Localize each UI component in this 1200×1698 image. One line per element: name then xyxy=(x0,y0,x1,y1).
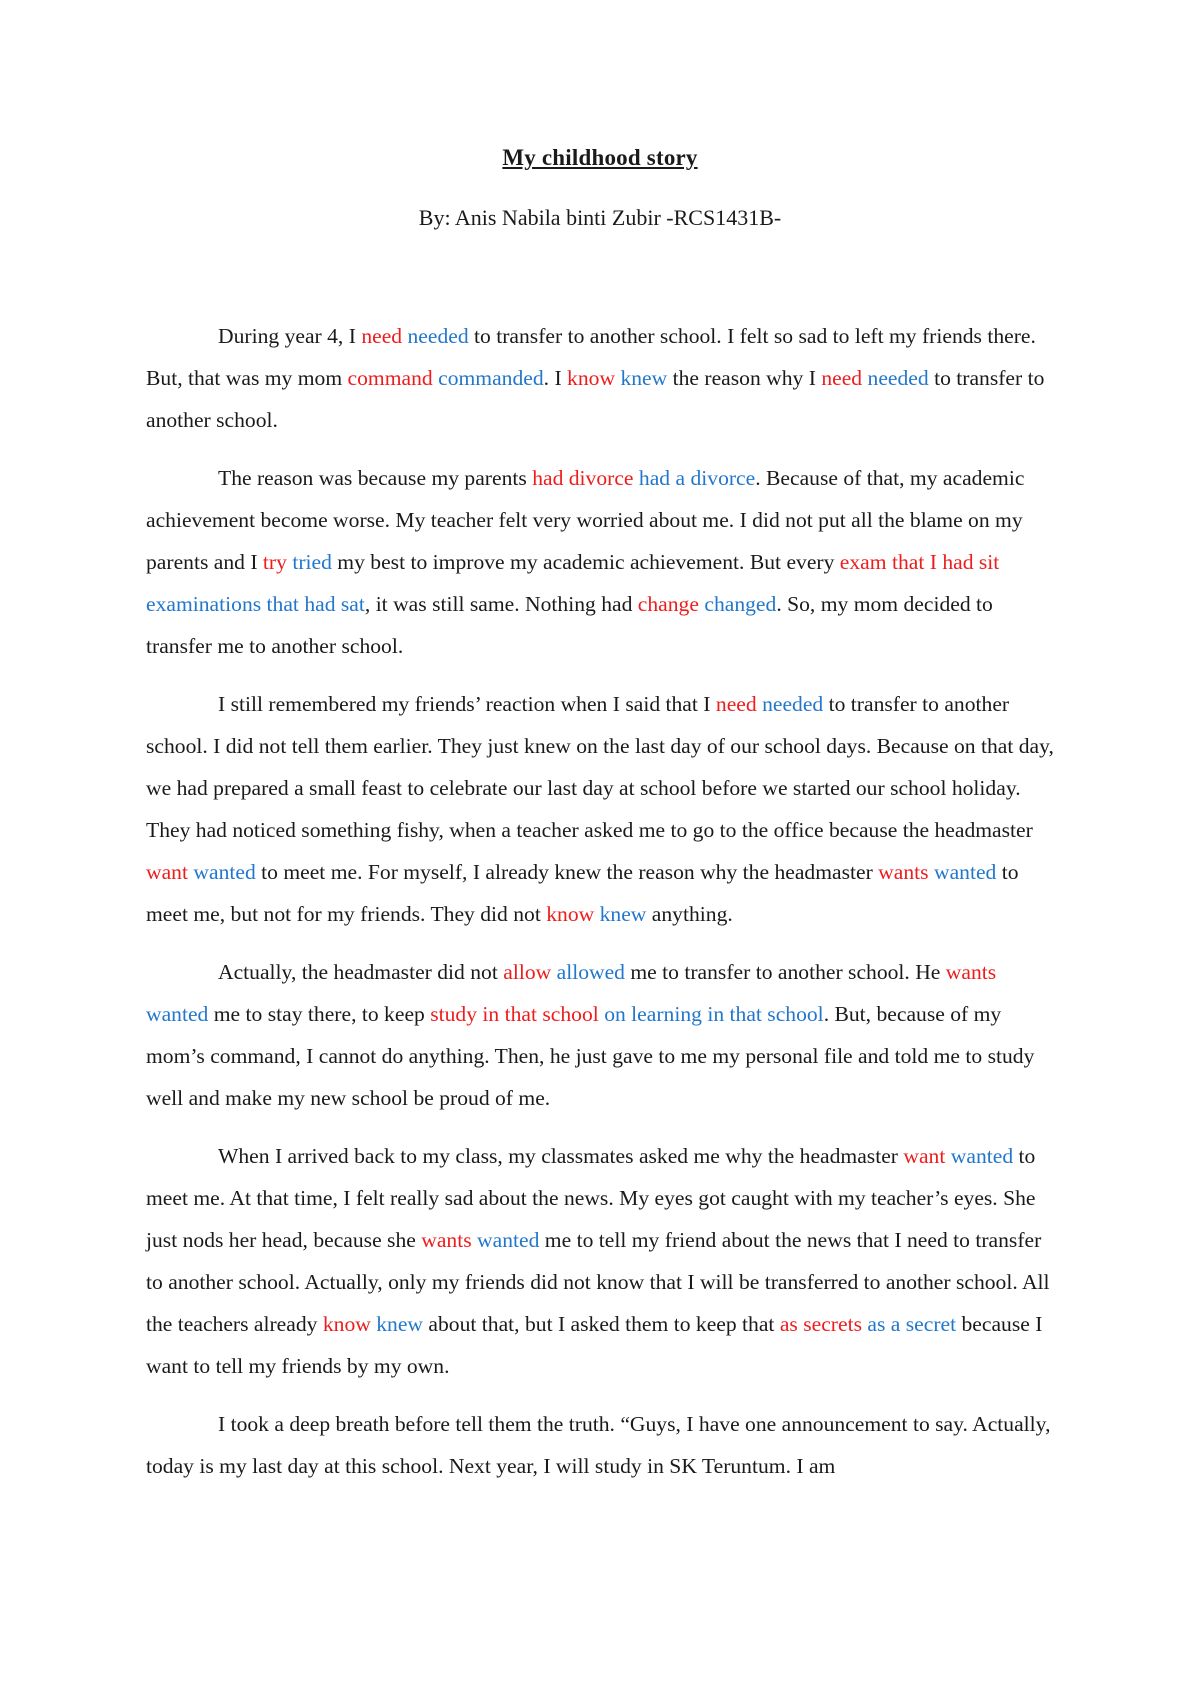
text-run: me to stay there, to keep xyxy=(208,1002,431,1026)
text-run: anything. xyxy=(646,902,733,926)
error-word: wants xyxy=(878,860,929,884)
error-word: want xyxy=(903,1144,946,1168)
text-run: the reason why I xyxy=(667,366,822,390)
text-run: . Because of that, my academic achievement become worse. My teacher felt very worried about me. I did not put all the blame on my parents and I xyxy=(146,466,1025,574)
text-run: . But, because of my mom’s command, I cannot do anything. Then, he just gave to me my personal file and told me to study well and make my new school be proud of me. xyxy=(146,1002,1035,1110)
paragraph-1 xyxy=(146,315,1062,441)
text-run: During year 4, I xyxy=(218,324,362,348)
correction-word: on learning in that school xyxy=(604,1002,824,1026)
text-run: to meet me. For myself, I already knew the reason why the headmaster xyxy=(255,860,879,884)
text-run: . I xyxy=(543,366,568,390)
correction-word: had a divorce xyxy=(638,466,756,490)
error-word: need xyxy=(715,692,757,716)
correction-word: wanted xyxy=(146,1002,209,1026)
error-word: wants xyxy=(945,960,997,984)
text-run: , it was still same. Nothing had xyxy=(364,592,638,616)
text-run: Actually, the headmaster did not xyxy=(218,960,504,984)
text-run: I still remembered my friends’ reaction when I said that I xyxy=(218,692,716,716)
error-word: need xyxy=(361,324,403,348)
error-word: exam that I had sit xyxy=(839,550,1000,574)
author-byline: By: Anis Nabila binti Zubir -RCS1431B- xyxy=(418,205,782,230)
paragraph-6 xyxy=(146,1403,1062,1487)
correction-word: examinations that had sat xyxy=(146,592,365,616)
correction-word: wanted xyxy=(933,860,997,884)
error-word: know xyxy=(546,902,595,926)
correction-word: commanded xyxy=(438,366,544,390)
correction-word: needed xyxy=(762,692,824,716)
text-run: to transfer to another school. xyxy=(146,366,1045,432)
text-run: to meet me, but not for my friends. They did not xyxy=(146,860,1019,926)
correction-word: allowed xyxy=(556,960,625,984)
text-run: me to tell my friend about the news that I need to transfer to another school. Actually, only my friends did not know that I will be transferred to another school. All the teachers already xyxy=(146,1228,1050,1336)
error-word: want xyxy=(146,860,188,884)
document-body xyxy=(146,315,1062,1503)
text-run: to transfer to another school. I felt so sad to left my friends there. But, that was my mom xyxy=(146,324,1036,390)
correction-word: wanted xyxy=(477,1228,540,1252)
text-run: about that, but I asked them to keep that xyxy=(423,1312,780,1336)
error-word: know xyxy=(567,366,616,390)
correction-word: needed xyxy=(407,324,469,348)
error-word: as secrets xyxy=(779,1312,862,1336)
error-word: need xyxy=(821,366,863,390)
correction-word: knew xyxy=(599,902,647,926)
text-run: I took a deep breath before tell them the truth. “Guys, I have one announcement to say. Actually, today is my last day at this school. Next year, I will study in SK Teruntum. I am xyxy=(146,1412,1051,1478)
paragraph-5 xyxy=(146,1135,1062,1387)
text-run: to meet me. At that time, I felt really sad about the news. My eyes got caught with my teacher’s eyes. She just nods her head, because she xyxy=(146,1144,1036,1252)
text-run: because I want to tell my friends by my own. xyxy=(146,1312,1043,1378)
error-word: command xyxy=(347,366,433,390)
correction-word: needed xyxy=(867,366,929,390)
paragraph-4 xyxy=(146,951,1062,1119)
correction-word: wanted xyxy=(950,1144,1014,1168)
error-word: allow xyxy=(503,960,552,984)
error-word: change xyxy=(637,592,699,616)
error-word: had divorce xyxy=(532,466,634,490)
error-word: study in that school xyxy=(430,1002,599,1026)
correction-word: as a secret xyxy=(867,1312,957,1336)
text-run: to transfer to another school. I did not tell them earlier. They just knew on the last day of our school days. Because on that day, we had prepared a small feast to celebrate our last day at school before we started our school holiday. They had noticed something fishy, when a teacher asked me to go to the office because the headmaster xyxy=(146,692,1054,842)
document-title: My childhood story xyxy=(502,145,698,170)
text-run: When I arrived back to my class, my classmates asked me why the headmaster xyxy=(218,1144,904,1168)
paragraph-3 xyxy=(146,683,1062,935)
correction-word: knew xyxy=(376,1312,424,1336)
text-run: The reason was because my parents xyxy=(218,466,533,490)
correction-word: changed xyxy=(704,592,777,616)
text-run: my best to improve my academic achievement. But every xyxy=(331,550,840,574)
error-word: know xyxy=(322,1312,371,1336)
error-word: try xyxy=(262,550,287,574)
correction-word: tried xyxy=(292,550,332,574)
correction-word: knew xyxy=(620,366,668,390)
error-word: wants xyxy=(421,1228,472,1252)
text-run: me to transfer to another school. He xyxy=(624,960,946,984)
correction-word: wanted xyxy=(193,860,256,884)
text-run: . So, my mom decided to transfer me to another school. xyxy=(146,592,993,658)
paragraph-2 xyxy=(146,457,1062,667)
